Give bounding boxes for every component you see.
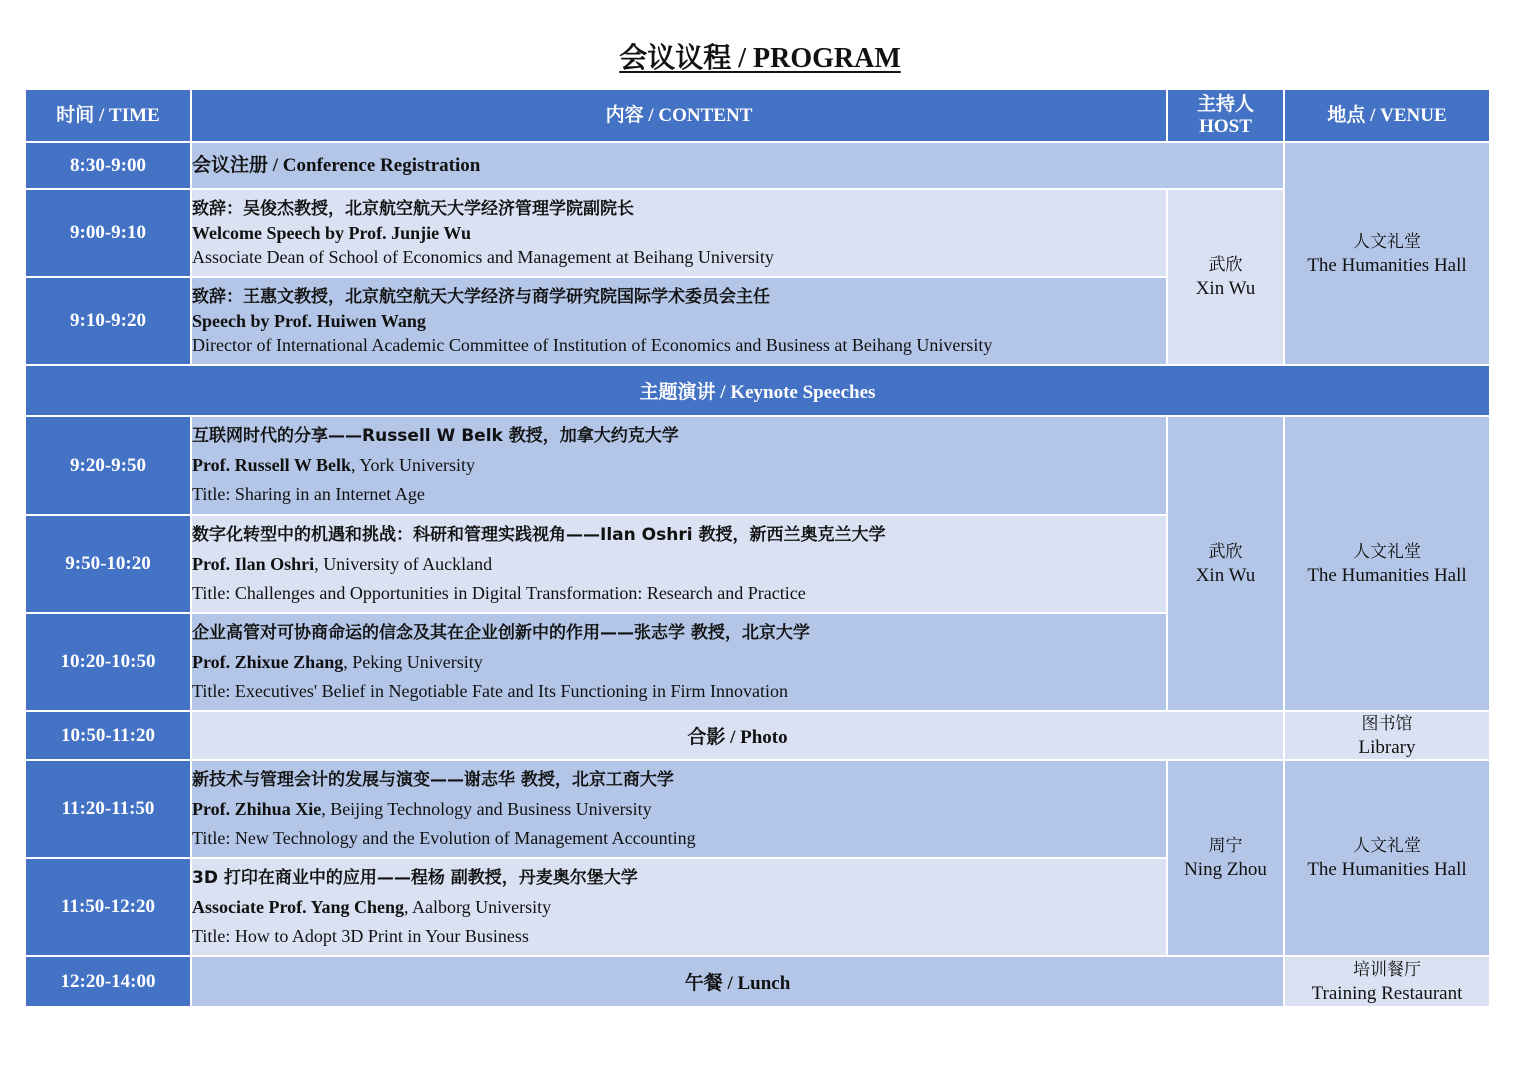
registration-text: 会议注册 / Conference Registration (192, 154, 481, 176)
speaker-affiliation: , University of Auckland (314, 553, 493, 574)
host-cn: 周宁 (1208, 836, 1243, 856)
speaker-affiliation: , Beijing Technology and Business University (321, 798, 652, 819)
session-title-cn: 新技术与管理会计的发展与演变——谢志华 教授，北京工商大学 (192, 769, 674, 790)
venue-cell (1284, 142, 1490, 365)
venue-en: Training Restaurant (1311, 982, 1463, 1004)
venue-cn: 培训餐厅 (1353, 959, 1421, 980)
content-cell (191, 515, 1167, 613)
header-host-en: HOST (1199, 115, 1252, 137)
talk-title: Title: New Technology and the Evolution of Management Accounting (192, 827, 696, 848)
talk-title: Title: Executives' Belief in Negotiable Fate and Its Functioning in Firm Innovation (192, 680, 788, 701)
time-cell: 9:20-9:50 (25, 416, 191, 515)
speaker-affiliation: , Aalborg University (404, 896, 552, 917)
speaker-line (192, 795, 1166, 824)
time-cell: 10:50-11:20 (25, 711, 191, 760)
venue-en: The Humanities Hall (1307, 564, 1467, 586)
speaker-name: Prof. Ilan Oshri (192, 553, 315, 574)
time-cell: 11:20-11:50 (25, 760, 191, 858)
session-title-cn: 互联网时代的分享——Russell W Belk 教授，加拿大约克大学 (192, 426, 679, 446)
table-row (25, 142, 1490, 189)
time-cell: 10:20-10:50 (25, 613, 191, 711)
host-en: Xin Wu (1195, 278, 1256, 299)
talk-title: Title: Sharing in an Internet Age (192, 484, 425, 504)
host-en: Xin Wu (1195, 564, 1256, 586)
session-title-cn: 致辞：吴俊杰教授，北京航空航天大学经济管理学院副院长 (192, 199, 634, 219)
venue-cn: 图书馆 (1361, 713, 1413, 734)
content-cell (191, 277, 1167, 365)
content-cell (191, 416, 1167, 515)
content-cell (191, 760, 1167, 858)
speaker-name: Prof. Zhihua Xie (192, 798, 322, 819)
header-time: 时间 / TIME (25, 89, 191, 142)
header-row (25, 89, 1490, 142)
photo-cell (191, 711, 1284, 760)
table-row (25, 711, 1490, 760)
time-cell: 9:50-10:20 (25, 515, 191, 613)
table-row (25, 189, 1490, 277)
session-title-en: Speech by Prof. Huiwen Wang (192, 311, 426, 331)
speaker-line (192, 648, 1166, 677)
session-description: Associate Dean of School of Economics and Management at Beihang University (192, 247, 774, 267)
lunch-cell (191, 956, 1284, 1007)
time-cell: 12:20-14:00 (25, 956, 191, 1007)
table-row (25, 760, 1490, 858)
host-cn: 武欣 (1208, 541, 1243, 562)
host-cn: 武欣 (1208, 255, 1243, 275)
speaker-line (192, 550, 1166, 579)
session-title-cn: 数字化转型中的机遇和挑战：科研和管理实践视角——Ilan Oshri 教授，新西兰奥克兰大学 (192, 524, 886, 545)
venue-cell (1284, 416, 1490, 711)
time-cell: 8:30-9:00 (25, 142, 191, 189)
venue-cn: 人文礼堂 (1353, 231, 1421, 252)
venue-cn: 人文礼堂 (1353, 836, 1421, 856)
venue-en: The Humanities Hall (1307, 254, 1467, 276)
program-table (24, 88, 1491, 1008)
session-title-cn: 3D 打印在商业中的应用——程杨 副教授，丹麦奥尔堡大学 (192, 867, 638, 888)
photo-text: 合影 / Photo (687, 727, 788, 748)
host-cell (1167, 189, 1284, 365)
session-description: Director of International Academic Committee of Institution of Economics and Business at Beihang University (192, 335, 993, 355)
venue-en: Library (1358, 736, 1416, 758)
talk-title: Title: Challenges and Opportunities in Digital Transformation: Research and Practice (192, 582, 806, 603)
speaker-name: Associate Prof. Yang Cheng (192, 896, 404, 917)
registration-cell (191, 142, 1284, 189)
speaker-name: Prof. Zhixue Zhang (192, 651, 344, 672)
header-venue: 地点 / VENUE (1284, 89, 1490, 142)
host-cell (1167, 416, 1284, 711)
venue-en: The Humanities Hall (1307, 859, 1467, 880)
session-title-cn: 企业高管对可协商命运的信念及其在企业创新中的作用——张志学 教授，北京大学 (192, 622, 810, 643)
speaker-affiliation: , Peking University (343, 651, 483, 672)
page-title: 会议议程 / PROGRAM (619, 43, 901, 74)
content-cell (191, 613, 1167, 711)
speaker-line (192, 451, 1166, 480)
venue-cell (1284, 711, 1490, 760)
session-title-cn: 致辞：王惠文教授，北京航空航天大学经济与商学研究院国际学术委员会主任 (192, 287, 770, 307)
time-cell: 9:00-9:10 (25, 189, 191, 277)
header-host (1167, 89, 1284, 142)
speaker-name: Prof. Russell W Belk (192, 455, 352, 475)
content-cell (191, 189, 1167, 277)
section-band-row (25, 365, 1490, 416)
session-title-en: Welcome Speech by Prof. Junjie Wu (192, 223, 471, 243)
header-host-cn: 主持人 (1196, 93, 1254, 115)
host-cell (1167, 760, 1284, 956)
venue-cell (1284, 760, 1490, 956)
header-content: 内容 / CONTENT (191, 89, 1167, 142)
speaker-affiliation: , York University (351, 455, 476, 475)
venue-cn: 人文礼堂 (1353, 541, 1421, 562)
talk-title: Title: How to Adopt 3D Print in Your Business (192, 925, 529, 946)
table-row (25, 956, 1490, 1007)
time-cell: 11:50-12:20 (25, 858, 191, 956)
speaker-line (192, 893, 1166, 922)
lunch-text: 午餐 / Lunch (684, 973, 791, 994)
table-row (25, 416, 1490, 515)
host-en: Ning Zhou (1184, 859, 1267, 880)
time-cell: 9:10-9:20 (25, 277, 191, 365)
keynote-band: 主题演讲 / Keynote Speeches (25, 365, 1490, 416)
content-cell (191, 858, 1167, 956)
venue-cell (1284, 956, 1490, 1007)
